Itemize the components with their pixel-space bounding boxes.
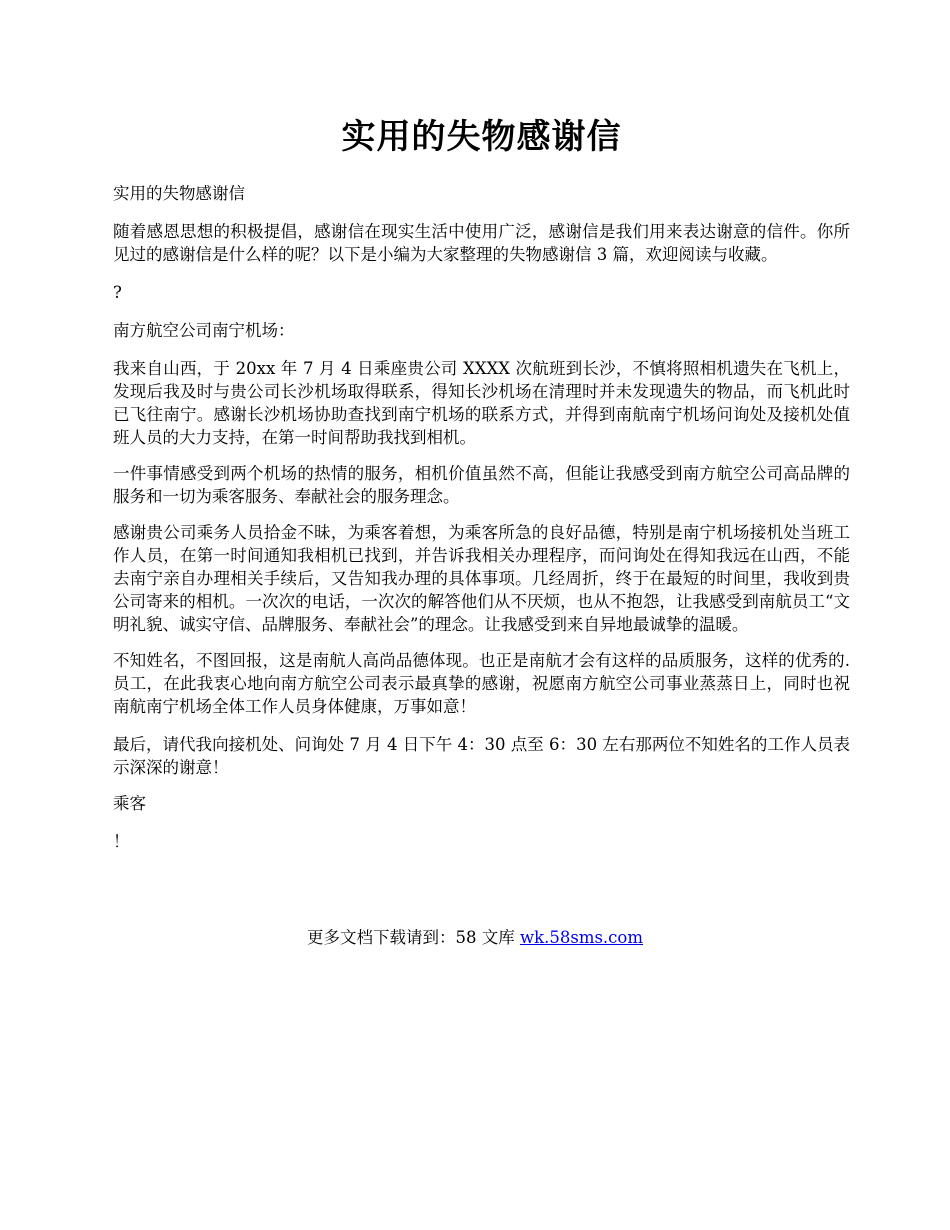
footer-prefix: 更多文档下载请到：58 文库 — [306, 928, 520, 947]
paragraph-closing: 最后，请代我向接机处、问询处 7 月 4 日下午 4：30 点至 6：30 左右那两位不知姓名的工作人员表示深深的谢意！ — [113, 735, 850, 777]
paragraph-intro: 随着感恩思想的积极提倡，感谢信在现实生活中使用广泛，感谢信是我们用来表达谢意的信件。你所见过的感谢信是什么样的呢？以下是小编为大家整理的失物感谢信 3 篇，欢迎阅读与收藏。 — [113, 222, 850, 264]
paragraph-subtitle: 实用的失物感谢信 — [113, 184, 245, 203]
paragraph-question-mark: ? — [113, 283, 122, 302]
paragraph-signature: 乘客 — [113, 794, 146, 813]
document-title: 实用的失物感谢信 — [341, 117, 622, 157]
download-footer — [0, 926, 950, 949]
paragraph-body-1: 我来自山西，于 20xx 年 7 月 4 日乘座贵公司 XXXX 次航班到长沙，不慎将照相机遗失在飞机上，发现后我及时与贵公司长沙机场取得联系，得知长沙机场在清理时并未发现遗失的物品，而飞机此时已飞往南宁。感谢长沙机场协助查找到南宁机场的联系方式，并得到南航南宁机场问询处及接机处值班人员的大力支持，在第一时间帮助我找到相机。 — [113, 359, 850, 447]
paragraph-salutation: 南方航空公司南宁机场： — [113, 321, 295, 340]
footer-link[interactable]: wk.58sms.com — [519, 928, 643, 947]
paragraph-body-4: 不知姓名，不图回报，这是南航人高尚品德体现。也正是南航才会有这样的品质服务，这样的优秀的.员工，在此我衷心地向南方航空公司表示最真挚的感谢，祝愿南方航空公司事业蒸蒸日上，同时也祝南航南宁机场全体工作人员身体健康，万事如意！ — [113, 651, 850, 716]
paragraph-body-2: 一件事情感受到两个机场的热情的服务，相机价值虽然不高，但能让我感受到南方航空公司高品牌的服务和一切为乘客服务、奉献社会的服务理念。 — [113, 464, 850, 506]
paragraph-body-3: 感谢贵公司乘务人员拾金不昧，为乘客着想，为乘客所急的良好品德，特别是南宁机场接机处当班工作人员，在第一时间通知我相机已找到，并告诉我相关办理程序，而问询处在得知我远在山西，不能去南宁亲自办理相关手续后，又告知我办理的具体事项。几经周折，终于在最短的时间里，我收到贵公司寄来的相机。一次次的电话，一次次的解答他们从不厌烦，也从不抱怨，让我感受到南航员工“文明礼貌、诚实守信、品牌服务、奉献社会”的理念。让我感受到来自异地最诚挚的温暖。 — [113, 523, 850, 634]
document-page — [113, 0, 850, 853]
paragraph-exclamation: ！ — [113, 832, 130, 851]
